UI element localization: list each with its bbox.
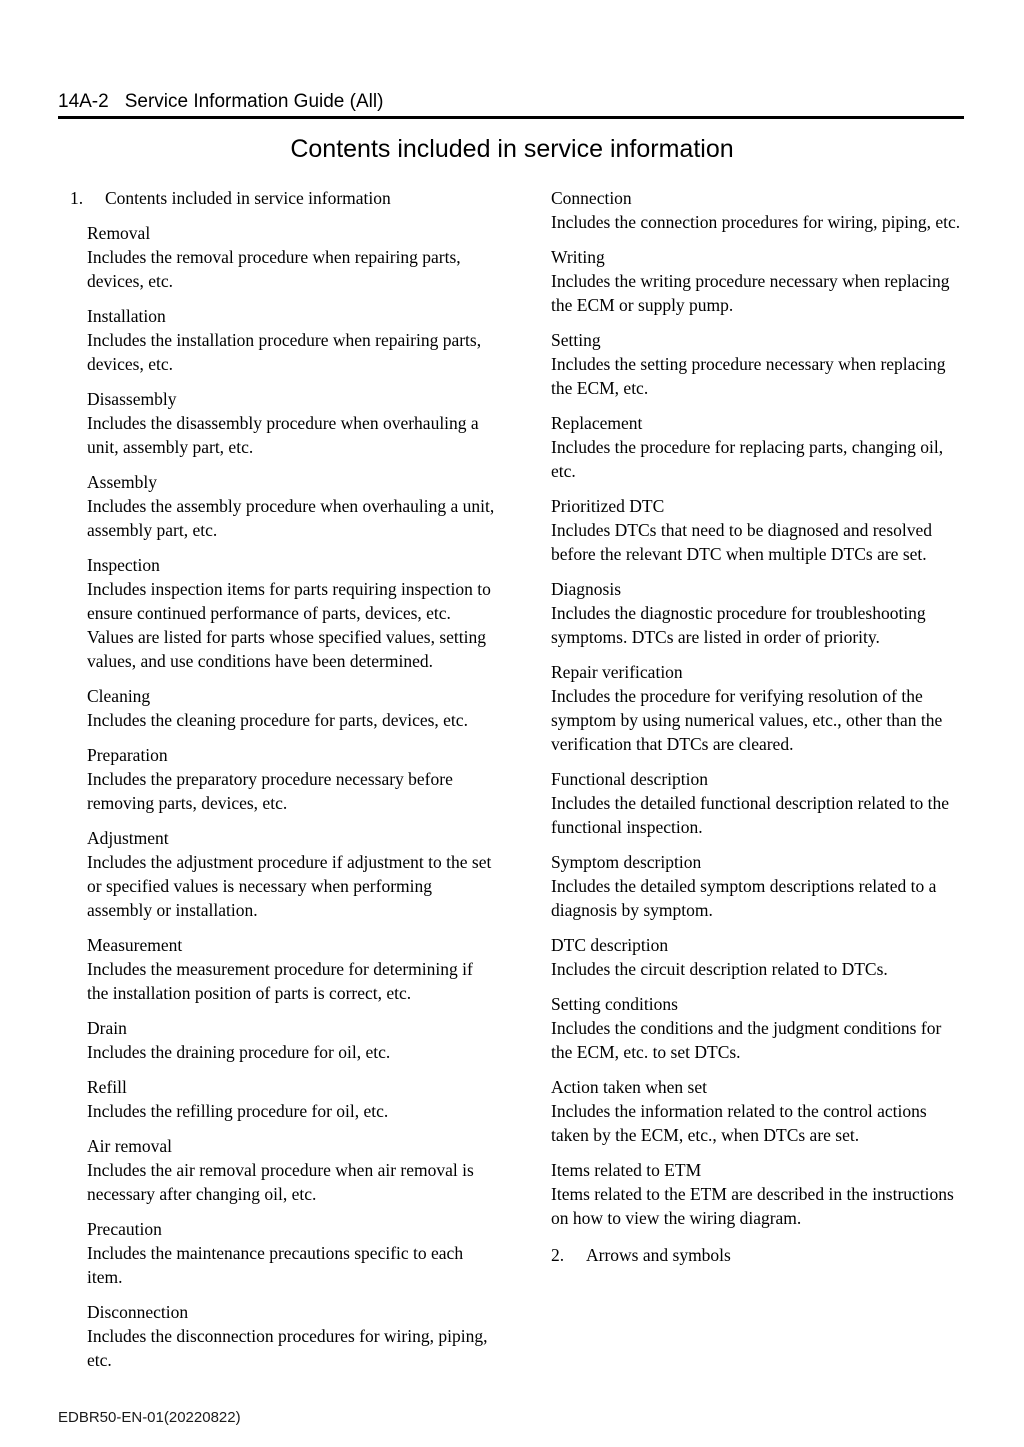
entry-term: Adjustment bbox=[87, 828, 169, 848]
entry-term: Removal bbox=[87, 223, 151, 243]
section-title-2: Arrows and symbols bbox=[586, 1245, 731, 1265]
definition-entry bbox=[87, 684, 495, 732]
entry-description: Includes the cleaning procedure for parts, devices, etc. bbox=[87, 710, 468, 730]
header-divider-rule bbox=[58, 116, 964, 119]
entry-term: Connection bbox=[551, 188, 632, 208]
definition-entry bbox=[551, 1158, 966, 1230]
body-columns bbox=[0, 186, 1024, 1370]
entry-description: Includes the refilling procedure for oil, etc. bbox=[87, 1101, 389, 1121]
entry-description: Includes the detailed functional description related to the functional inspection. bbox=[551, 793, 949, 837]
section-number-1: 1. bbox=[70, 188, 84, 208]
entry-description: Includes inspection items for parts requiring inspection to ensure continued performance of parts, devices, etc. Values are listed for parts whose specified values, setting values, and use conditions have been determined. bbox=[87, 579, 491, 671]
definition-entry bbox=[551, 577, 966, 649]
definition-entry bbox=[551, 1075, 966, 1147]
definition-entry bbox=[87, 933, 495, 1005]
header-text-line bbox=[58, 90, 964, 114]
definition-entry bbox=[87, 826, 495, 922]
definition-entry bbox=[551, 494, 966, 566]
entry-term: Writing bbox=[551, 247, 605, 267]
entry-term: Measurement bbox=[87, 935, 183, 955]
definition-entry bbox=[87, 1016, 495, 1064]
entry-term: Functional description bbox=[551, 769, 708, 789]
section-heading-1 bbox=[70, 186, 495, 210]
entry-term: DTC description bbox=[551, 935, 669, 955]
entry-term: Air removal bbox=[87, 1136, 173, 1156]
entry-term: Assembly bbox=[87, 472, 157, 492]
entry-description: Includes the disconnection procedures for wiring, piping, etc. bbox=[87, 1326, 488, 1370]
section-title-1: Contents included in service information bbox=[105, 188, 391, 208]
entry-description: Includes the measurement procedure for determining if the installation position of parts is correct, etc. bbox=[87, 959, 473, 1003]
definition-entry bbox=[87, 743, 495, 815]
section-heading-2 bbox=[551, 1243, 966, 1267]
entry-term: Preparation bbox=[87, 745, 168, 765]
entry-term: Prioritized DTC bbox=[551, 496, 665, 516]
header-section-title: Service Information Guide (All) bbox=[124, 91, 384, 112]
entry-term: Drain bbox=[87, 1018, 127, 1038]
entry-term: Inspection bbox=[87, 555, 160, 575]
left-column bbox=[70, 186, 495, 1383]
entry-description: Includes the detailed symptom descriptions related to a diagnosis by symptom. bbox=[551, 876, 937, 920]
entry-description: Includes the maintenance precautions specific to each item. bbox=[87, 1243, 464, 1287]
entry-description: Includes the diagnostic procedure for troubleshooting symptoms. DTCs are listed in order of priority. bbox=[551, 603, 926, 647]
definition-entry bbox=[87, 553, 495, 673]
definition-entry bbox=[551, 245, 966, 317]
entry-term: Symptom description bbox=[551, 852, 702, 872]
definition-entry bbox=[551, 186, 966, 234]
entry-term: Disassembly bbox=[87, 389, 177, 409]
section-number-2: 2. bbox=[551, 1245, 565, 1265]
entry-term: Items related to ETM bbox=[551, 1160, 702, 1180]
definition-entry bbox=[87, 1134, 495, 1206]
page-title: Contents included in service information bbox=[290, 135, 734, 163]
entry-description: Includes the setting procedure necessary when replacing the ECM, etc. bbox=[551, 354, 946, 398]
page-footer: EDBR50-EN-01(20220822) bbox=[58, 1409, 241, 1426]
entry-description: Includes the circuit description related to DTCs. bbox=[551, 959, 888, 979]
entry-description: Includes the adjustment procedure if adjustment to the set or specified values is necessary when performing assembly or installation. bbox=[87, 852, 492, 920]
page-header bbox=[58, 90, 964, 119]
right-column bbox=[551, 186, 966, 1278]
entry-description: Includes the assembly procedure when overhauling a unit, assembly part, etc. bbox=[87, 496, 495, 540]
entry-term: Precaution bbox=[87, 1219, 162, 1239]
entry-description: Includes DTCs that need to be diagnosed and resolved before the relevant DTC when multiple DTCs are set. bbox=[551, 520, 933, 564]
entry-term: Cleaning bbox=[87, 686, 151, 706]
entry-description: Includes the removal procedure when repairing parts, devices, etc. bbox=[87, 247, 461, 291]
definition-entry bbox=[87, 1217, 495, 1289]
definition-entry bbox=[87, 304, 495, 376]
entry-term: Setting conditions bbox=[551, 994, 678, 1014]
entry-description: Includes the procedure for verifying resolution of the symptom by using numerical values, etc., other than the verification that DTCs are cleared. bbox=[551, 686, 943, 754]
definition-entry bbox=[551, 767, 966, 839]
entry-term: Setting bbox=[551, 330, 601, 350]
entry-description: Items related to the ETM are described in the instructions on how to view the wiring diagram. bbox=[551, 1184, 954, 1228]
definition-entry bbox=[87, 387, 495, 459]
entry-description: Includes the disassembly procedure when overhauling a unit, assembly part, etc. bbox=[87, 413, 479, 457]
entry-term: Disconnection bbox=[87, 1302, 189, 1322]
definition-entry bbox=[551, 992, 966, 1064]
entry-term: Diagnosis bbox=[551, 579, 621, 599]
definition-entry bbox=[551, 660, 966, 756]
definition-entry bbox=[87, 1300, 495, 1372]
entry-term: Refill bbox=[87, 1077, 127, 1097]
entry-term: Replacement bbox=[551, 413, 643, 433]
definition-entry bbox=[87, 470, 495, 542]
header-page-number: 14A-2 bbox=[58, 91, 109, 112]
entry-description: Includes the conditions and the judgment conditions for the ECM, etc. to set DTCs. bbox=[551, 1018, 942, 1062]
definition-entry bbox=[551, 850, 966, 922]
entry-description: Includes the connection procedures for wiring, piping, etc. bbox=[551, 212, 961, 232]
entry-description: Includes the procedure for replacing parts, changing oil, etc. bbox=[551, 437, 944, 481]
entry-term: Repair verification bbox=[551, 662, 683, 682]
entry-description: Includes the installation procedure when repairing parts, devices, etc. bbox=[87, 330, 482, 374]
entry-description: Includes the writing procedure necessary when replacing the ECM or supply pump. bbox=[551, 271, 950, 315]
definition-entry bbox=[551, 411, 966, 483]
definition-entry bbox=[551, 933, 966, 981]
definition-entry bbox=[87, 1075, 495, 1123]
definition-entry bbox=[551, 328, 966, 400]
entry-description: Includes the preparatory procedure necessary before removing parts, devices, etc. bbox=[87, 769, 453, 813]
entry-term: Installation bbox=[87, 306, 166, 326]
entry-description: Includes the information related to the control actions taken by the ECM, etc., when DTCs are set. bbox=[551, 1101, 927, 1145]
entry-description: Includes the air removal procedure when air removal is necessary after changing oil, etc. bbox=[87, 1160, 474, 1204]
entry-description: Includes the draining procedure for oil, etc. bbox=[87, 1042, 391, 1062]
definition-entry bbox=[87, 221, 495, 293]
entry-term: Action taken when set bbox=[551, 1077, 707, 1097]
